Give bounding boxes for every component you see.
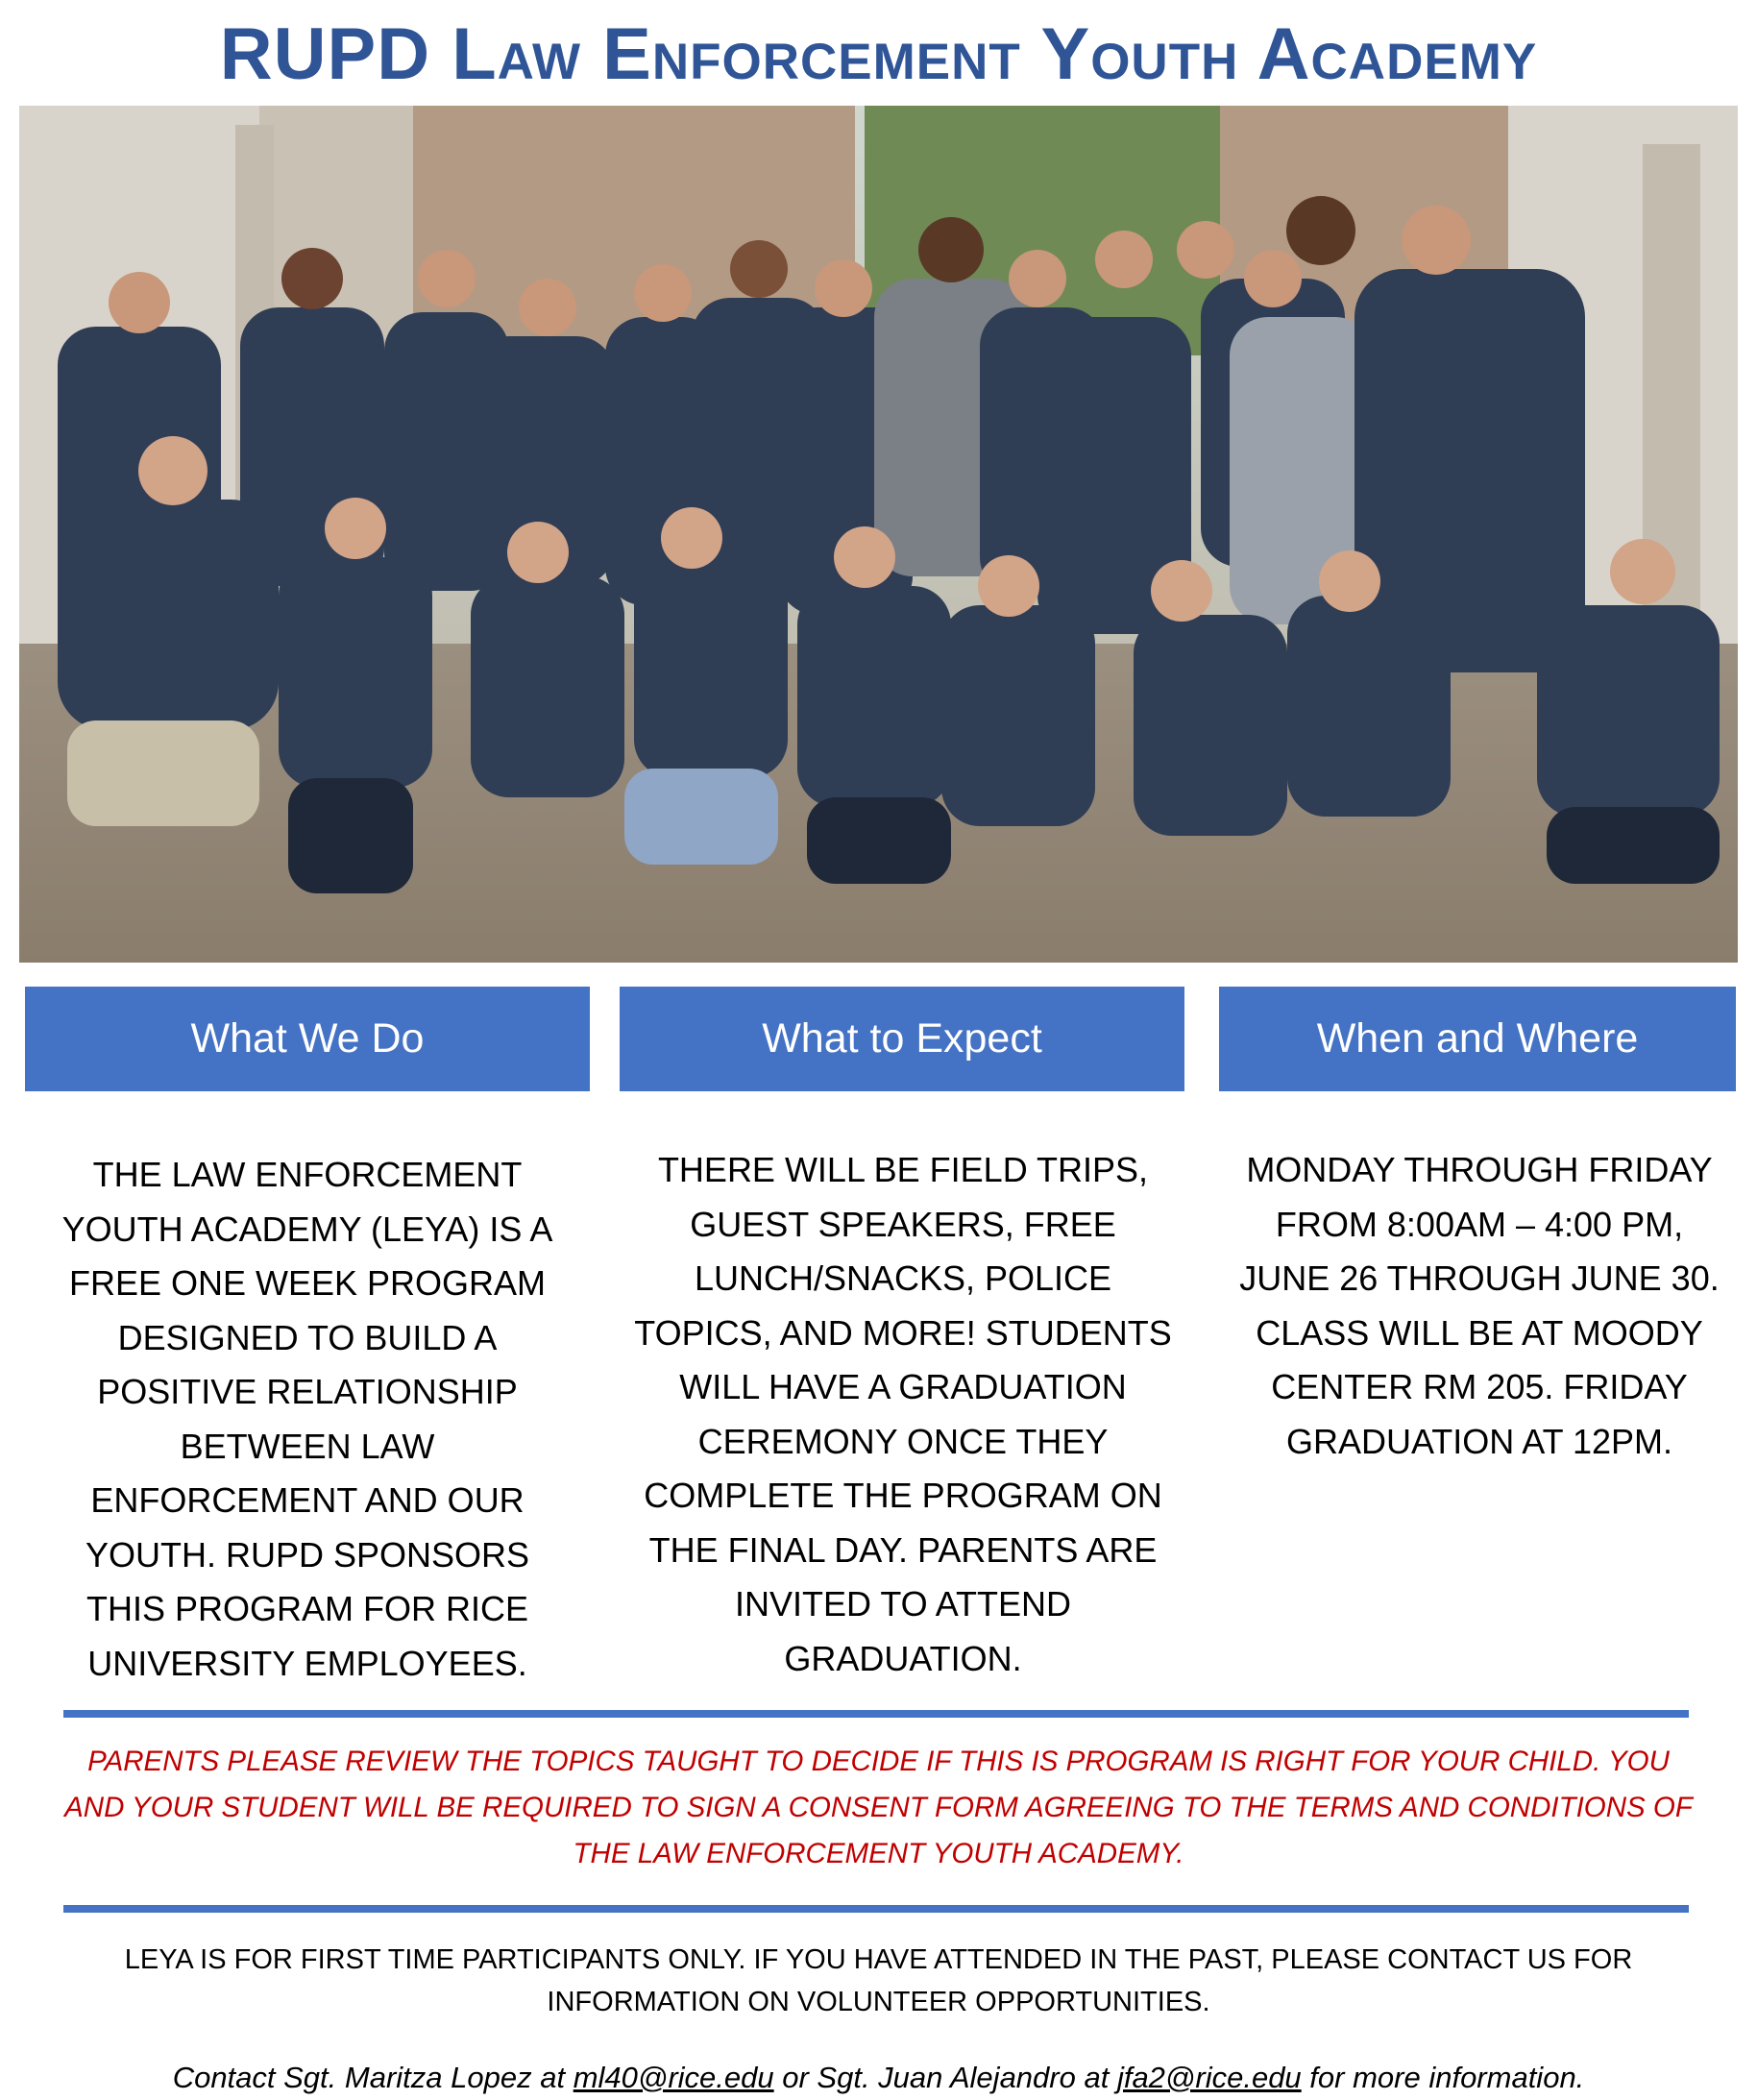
eligibility-note: LEYA IS FOR FIRST TIME PARTICIPANTS ONLY. IF YOU HAVE ATTENDED IN THE PAST, PLEASE CONTACT US FOR INFORMATION ON VOLUNTEER OPPORTUNITIES. <box>124 1944 1633 2017</box>
group-photo <box>19 106 1738 963</box>
contact-line <box>0 2059 1757 2097</box>
what-we-do-body: THE LAW ENFORCEMENT YOUTH ACADEMY (LEYA) IS A FREE ONE WEEK PROGRAM DESIGNED TO BUILD A POSITIVE RELATIONSHIP BETWEEN LAW ENFORCEMENT AND OUR YOUTH. RUPD SPONSORS THIS PROGRAM FOR RICE UNIVERSITY EMPLOYEES. <box>61 1155 553 1683</box>
when-and-where-heading: When and Where <box>1219 987 1736 1091</box>
contact-prefix: Contact Sgt. Maritza Lopez at <box>172 2061 573 2094</box>
what-to-expect-body: THERE WILL BE FIELD TRIPS, GUEST SPEAKERS, FREE LUNCH/SNACKS, POLICE TOPICS, AND MORE! STUDENTS WILL HAVE A GRADUATION CEREMONY ONCE THEY COMPLETE THE PROGRAM ON THE FINAL DAY. PARENTS ARE INVITED TO ATTEND GRADUATION. <box>634 1150 1172 1678</box>
parent-warning: PARENTS PLEASE REVIEW THE TOPICS TAUGHT TO DECIDE IF THIS IS PROGRAM IS RIGHT FOR YOUR CHILD. YOU AND YOUR STUDENT WILL BE REQUIRED TO SIGN A CONSENT FORM AGREEING TO THE TERMS AND CONDITIONS OF THE LAW ENFORCEMENT YOUTH ACADEMY. <box>64 1746 1693 1869</box>
divider-top <box>63 1710 1689 1718</box>
contact-suffix: for more information. <box>1301 2061 1585 2094</box>
what-we-do-heading: What We Do <box>25 987 590 1091</box>
email-link-alejandro[interactable]: jfa2@rice.edu <box>1116 2061 1302 2094</box>
page-title: RUPD Law Enforcement Youth Academy <box>219 13 1538 95</box>
what-to-expect-heading: What to Expect <box>620 987 1184 1091</box>
when-and-where-body: MONDAY THROUGH FRIDAY FROM 8:00AM – 4:00 PM, JUNE 26 THROUGH JUNE 30. CLASS WILL BE AT MOODY CENTER RM 205. FRIDAY GRADUATION AT 12PM. <box>1239 1150 1720 1461</box>
contact-middle: or Sgt. Juan Alejandro at <box>773 2061 1117 2094</box>
divider-bottom <box>63 1905 1689 1913</box>
email-link-lopez[interactable]: ml40@rice.edu <box>573 2061 774 2094</box>
